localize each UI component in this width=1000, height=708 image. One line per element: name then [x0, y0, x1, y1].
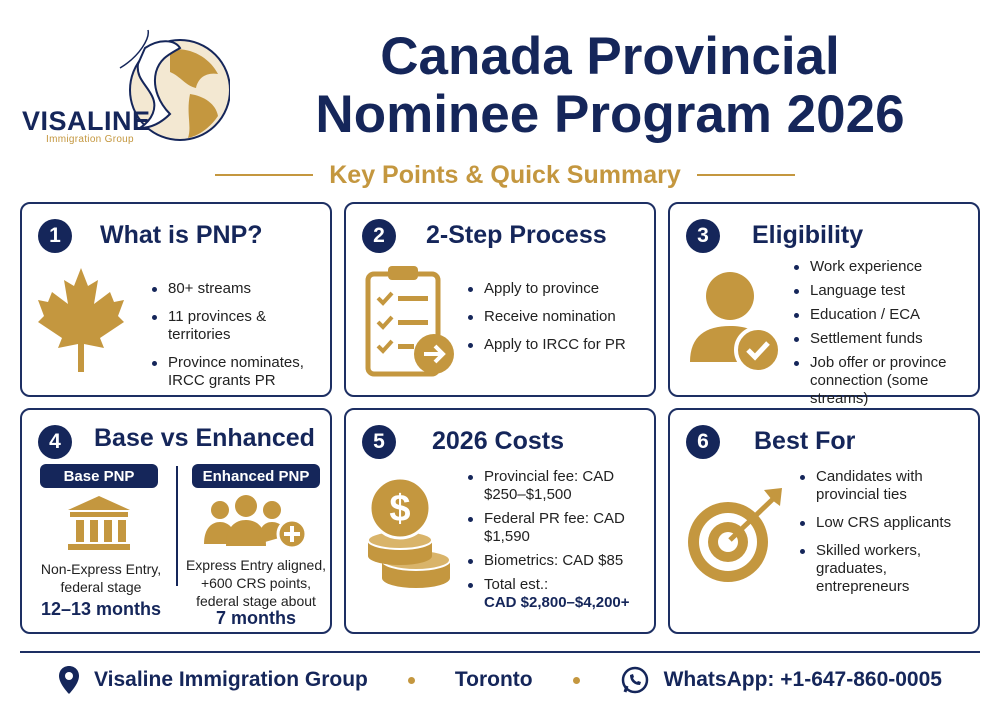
- card-bullets: [792, 258, 977, 414]
- card-bullets: [466, 468, 652, 618]
- list-item: Apply to IRCC for PR: [466, 336, 651, 354]
- footer-city-name: Toronto: [454, 668, 533, 691]
- card-base-vs-enhanced: [20, 408, 332, 634]
- title-line-2: Nominee Program 2026: [315, 85, 905, 144]
- card-eligibility: [668, 202, 980, 407]
- base-pnp-label: Base PNP: [40, 464, 158, 488]
- list-item: Biometrics: CAD $85: [466, 552, 652, 570]
- card-bullets: [150, 280, 325, 400]
- enhanced-pnp-label: Enhanced PNP: [192, 464, 320, 488]
- list-item: Province nominates, IRCC grants PR: [150, 354, 325, 390]
- subtitle-rule-right: [697, 174, 795, 176]
- target-arrow-icon: [684, 486, 788, 586]
- base-pnp-description: Non-Express Entry, federal stage: [40, 561, 162, 595]
- footer-company: [58, 665, 368, 695]
- footer-divider: [20, 651, 980, 653]
- card-number-badge: 2: [362, 219, 396, 253]
- card-best-for: [668, 408, 980, 634]
- government-building-icon: [66, 494, 132, 552]
- list-item: Federal PR fee: CAD $1,590: [466, 510, 652, 546]
- list-item: Language test: [792, 282, 977, 300]
- svg-text:$: $: [389, 488, 411, 530]
- card-2026-costs: [344, 408, 656, 634]
- whatsapp-icon: [620, 665, 650, 695]
- user-check-icon: [686, 266, 786, 376]
- location-pin-icon: [58, 665, 80, 695]
- list-item: Candidates with provincial ties: [798, 468, 976, 504]
- dollar-coins-icon: [360, 474, 456, 592]
- footer: [20, 660, 980, 700]
- page-title: [250, 28, 970, 144]
- list-item: Job offer or province connection (some streams): [792, 354, 977, 408]
- list-item: 80+ streams: [150, 280, 325, 298]
- list-item: Work experience: [792, 258, 977, 276]
- list-item: Education / ECA: [792, 306, 977, 324]
- card-number-badge: 6: [686, 425, 720, 459]
- title-line-1: Canada Provincial: [380, 27, 840, 86]
- list-item: Low CRS applicants: [798, 514, 976, 532]
- list-item: 11 provinces & territories: [150, 308, 325, 344]
- card-two-step-process: [344, 202, 656, 397]
- footer-city: [455, 668, 533, 692]
- logo-subtitle: Immigration Group: [46, 134, 134, 145]
- subtitle-rule-left: [215, 174, 313, 176]
- list-item: Receive nomination: [466, 308, 651, 326]
- footer-company-name: Visaline Immigration Group: [94, 668, 368, 691]
- comparison-divider: [176, 466, 178, 586]
- footer-separator-dot: [573, 677, 580, 684]
- maple-leaf-icon: [36, 264, 126, 374]
- list-item: Skilled workers, graduates, entrepreneurs: [798, 542, 976, 596]
- card-title: Eligibility: [752, 221, 864, 249]
- subtitle-row: [215, 160, 795, 190]
- logo: [20, 28, 230, 153]
- card-title: Base vs Enhanced: [94, 424, 315, 452]
- card-number-badge: 5: [362, 425, 396, 459]
- logo-wordmark: VISALINE: [22, 106, 151, 136]
- clipboard-checklist-icon: [362, 262, 458, 380]
- card-title: 2-Step Process: [426, 221, 607, 249]
- card-bullets: [798, 468, 976, 606]
- footer-whatsapp[interactable]: [620, 665, 942, 695]
- list-item: Apply to province: [466, 280, 651, 298]
- card-title: 2026 Costs: [432, 427, 565, 455]
- card-title: What is PNP?: [100, 221, 263, 249]
- page-subtitle: Key Points & Quick Summary: [329, 160, 681, 189]
- card-number-badge: 4: [38, 425, 72, 459]
- enhanced-pnp-description: Express Entry aligned, +600 CRS points, federal stage about: [185, 557, 327, 609]
- card-what-is-pnp: [20, 202, 332, 397]
- card-number-badge: 3: [686, 219, 720, 253]
- card-bullets: [466, 280, 651, 364]
- list-item: Settlement funds: [792, 330, 977, 348]
- people-add-icon: [200, 494, 310, 552]
- card-title: Best For: [754, 427, 856, 455]
- total-value: CAD $2,800–$4,200+: [484, 594, 630, 611]
- total-label: Total est.:: [484, 576, 549, 593]
- enhanced-pnp-timeline: 7 months: [215, 608, 296, 628]
- base-pnp-timeline: 12–13 months: [40, 599, 162, 619]
- list-item-total: [466, 576, 652, 612]
- footer-whatsapp-number[interactable]: WhatsApp: +1-647-860-0005: [663, 668, 942, 691]
- card-number-badge: 1: [38, 219, 72, 253]
- footer-separator-dot: [408, 677, 415, 684]
- list-item: Provincial fee: CAD $250–$1,500: [466, 468, 652, 504]
